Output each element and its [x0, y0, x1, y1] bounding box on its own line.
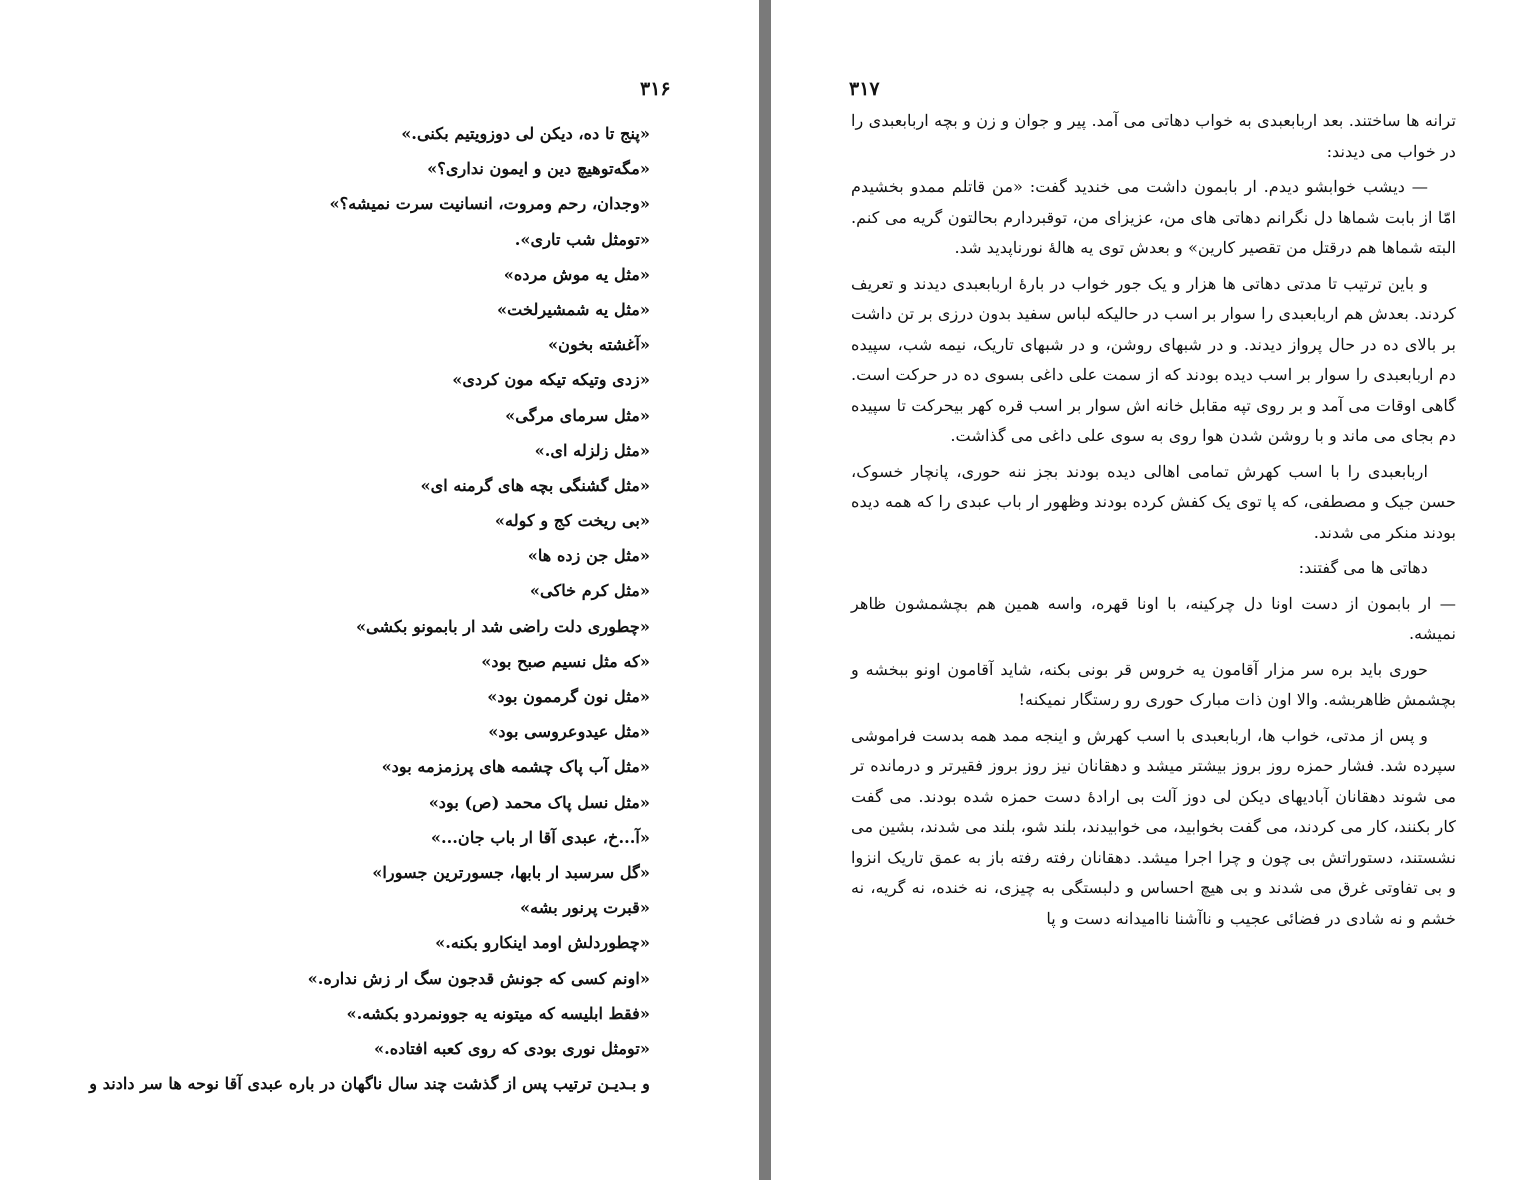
verse-line: «اونم کسی که جونش قدجون سگ ار زش نداره.» [307, 968, 650, 988]
verse-line: «مگه‌توهیچ دین و ایمون نداری؟» [427, 159, 650, 179]
paragraph: اربابعبدی را با اسب کهرش تمامی اهالی دیده بودند بجز ننه حوری، پانچار خسوک، حسن جیک و مصطفی، که پا توی یک کفش کرده بودند وظهور ار باب عبدی را که همه دیده بودند منکر می شدند. [851, 461, 1456, 542]
verse-line: «چطوردلش اومد اینکارو بکنه.» [435, 933, 650, 953]
left-page [0, 0, 759, 1180]
verse-line: «آغشته بخون» [547, 335, 650, 355]
right-page [771, 0, 1533, 1180]
body-text [851, 106, 1456, 939]
paragraph: — دیشب خوابشو دیدم. ار بابمون داشت می خندید گفت: «من قاتلم ممدو بخشیدم امّا از بابت شماها دل نگرانم دهاتی های من، عزیزای من، توقبردارم بحالتون گریه می کنم. البته شماها هم درقتل من تقصیر کارین» و بعدش توی یه هالهٔ نورناپدید شد. [851, 177, 1456, 257]
paragraph: ترانه ها ساختند. بعد اربابعبدی به خواب دهاتی می آمد. پیر و جوان و زن و بچه اربابعبدی را در خواب می دیدند: [851, 111, 1456, 161]
verse-line: «چطوری دلت راضی شد ار بابمونو بکشی» [355, 616, 650, 636]
verse-line: «زدی وتیکه تیکه مون کردی» [452, 370, 650, 390]
verse-line: «مثل کرم خاکی» [529, 581, 650, 601]
paragraph: حوری باید بره سر مزار آقامون یه خروس قر بونی بکنه، شاید آقامون اونو ببخشه و بچشمش ظاهربشه. والا اون ذات مبارک حوری رو رستگار نمیکنه! [851, 659, 1456, 709]
verse-line: «مثل جن زده ها» [527, 546, 650, 566]
verse-line: «آ...خ، عبدی آقا ار باب جان...» [430, 827, 650, 847]
verse-line: «تومثل شب تاری». [514, 229, 650, 249]
verse-line: «قبرت پرنور بشه» [519, 898, 650, 918]
book-gutter [759, 0, 771, 1180]
page-number-right: ۳۱۷ [849, 78, 880, 100]
verse-list [70, 116, 650, 1101]
verse-line: «مثل زلزله ای.» [534, 440, 650, 460]
verse-line: «که مثل نسیم صبح بود» [481, 651, 650, 671]
verse-line: «مثل گشنگی بچه های گرمنه ای» [420, 475, 650, 495]
verse-line: «بی ریخت کج و کوله» [494, 511, 650, 531]
verse-line: «مثل نون گرممون بود» [487, 687, 650, 706]
verse-line: «گل سرسبد ار بابها، جسورترین جسورا» [372, 862, 650, 882]
verse-line: «فقط ابلیسه که میتونه یه جوونمردو بکشه.» [346, 1003, 650, 1023]
paragraph: — ار بابمون از دست اونا دل چرکینه، با اونا قهره، واسه همین هم بچشمشون ظاهر نمیشه. [851, 593, 1456, 643]
verse-line: «مثل یه شمشیرلخت» [497, 299, 650, 319]
verse-line: «مثل عیدوعروسی بود» [488, 722, 650, 742]
verse-line: «تومثل نوری بودی که روی کعبه افتاده.» [374, 1038, 650, 1058]
verse-line: «پنج تا ده، دیکن لی دوزویتیم بکنی.» [401, 124, 650, 143]
page-number-left: ۳۱۶ [640, 78, 671, 100]
paragraph: دهاتی ها می گفتند: [1298, 558, 1428, 577]
verse-line: «مثل سرمای مرگی» [505, 405, 650, 425]
verse-line: «مثل آب پاک چشمه های پرزمزمه بود» [381, 757, 650, 777]
verse-line: «وجدان، رحم ومروت، انسانیت سرت نمیشه؟» [329, 194, 650, 214]
verse-line: «مثل یه موش مرده» [503, 264, 650, 284]
paragraph: و پس از مدتی، خواب ها، اربابعبدی با اسب کهرش و اینجه ممد همه بدست فراموشی سپرده شد. فشار حمزه روز بروز بیشتر میشد و دهقانان نیز روز بروز فقیرتر و درمانده تر می شوند دهقانان آبادیهای دیکن لی دوز آلت بی ارادهٔ دست حمزه شده بودند. می گفت کار بکنند، کار می کردند، می گفت بخوابید، می خوابیدند، بلند شو، بلند می شدند، بشین می نشستند، دستوراتش بی چون و چرا اجرا میشد. دهقانان رفته رفته باز به عمق تاریک انزوا و بی تفاوتی غرق می شدند و بی هیچ احساس و دلبستگی به چیزی، نه خنده، نه گریه، نه خشم و نه شادی در فضائی عجیب و ناآشنا ناامیدانه دست و پا [851, 725, 1457, 928]
paragraph: و باین ترتیب تا مدتی دهاتی ها هزار و یک جور خواب در بارهٔ اربابعبدی دیدند و تعریف کردند. بعدش هم اربابعبدی را سوار بر اسب در حالیکه لباس سفید بدون درزی بر تن داشت بر بالای ده در حال پرواز دیدند. و در شبهای روشن، و در شبهای تاریک، نیمه شب، سپیده دم اربابعبدی را سوار بر اسب دیده بودند که از سمت علی داغی بسوی ده در حرکت است. گاهی اوقات می آمد و بر روی تپه مقابل خانه اش سوار بر اسب قره کهر بیحرکت تا سپیده دم بجای می ماند و با روشن شدن هوا روی به سوی علی داغی می گذاشت. [851, 273, 1456, 445]
continuation-line: و بـدیـن ترتیب پس از گذشت چند سال ناگهان در باره عبدی آقا نوحه ها سر دادند و [89, 1074, 650, 1094]
verse-line: «مثل نسل پاک محمد (ص) بود» [428, 792, 650, 812]
